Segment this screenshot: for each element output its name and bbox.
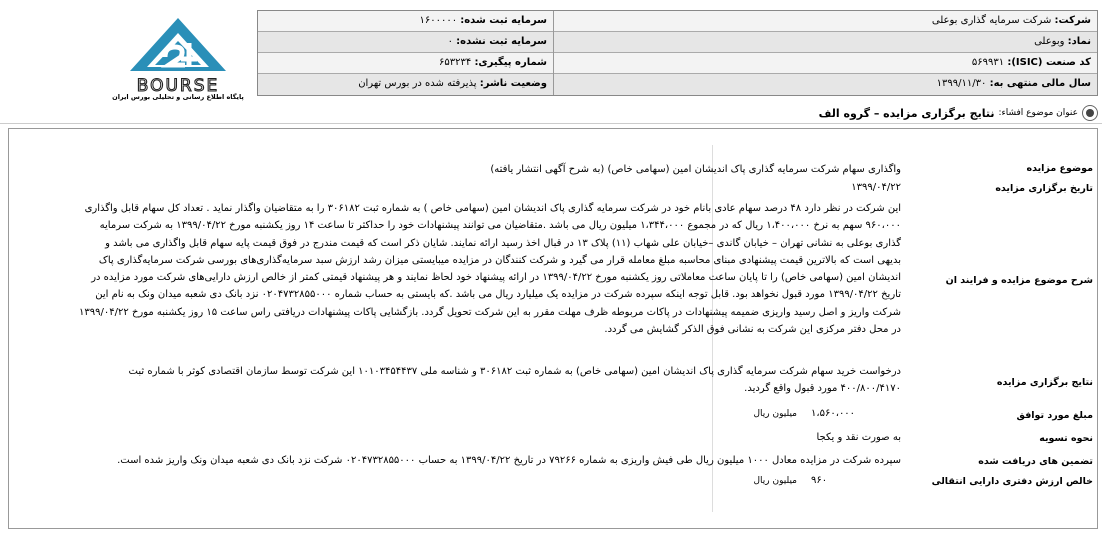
company-cell — [553, 11, 1097, 32]
reg-capital-label: سرمایه ثبت شده: — [460, 15, 547, 26]
logo-caption: پایگاه اطلاع رسانی و تحلیلی بورس ایران — [112, 93, 244, 101]
radio-icon — [1082, 105, 1098, 121]
header-row-1 — [258, 11, 1097, 32]
settle-label: نحوه تسویه — [1039, 433, 1093, 444]
bourse-logo — [101, 13, 255, 103]
guarantee-value: سپرده شرکت در مزایده معادل ۱۰۰۰ میلیون ریال طی فیش واریزی به شماره ۷۹۲۶۶ در تاریخ ۱۳۹۹/۰۴/۲۲ به حساب ۰۲۰۴۷۳۲۸۵۵۰۰۰ شرکت نزد بانک دی شعبه میدان ونک واریز شده است. — [117, 455, 901, 466]
fiscal-cell — [553, 74, 1097, 95]
tracking-value: ۶۵۳۲۳۴ — [439, 57, 472, 68]
tracking-cell — [257, 53, 553, 74]
tracking-label: شماره پیگیری: — [474, 57, 547, 68]
unreg-capital-cell — [257, 32, 553, 53]
nav-label: خالص ارزش دفتری دارایی انتقالی — [931, 476, 1093, 487]
bourse-logo-mark — [101, 13, 255, 103]
fiscal-label: سال مالی منتهی به: — [989, 78, 1091, 89]
reg-capital-cell — [257, 11, 553, 32]
result-value: درخواست خرید سهام شرکت سرمایه گذاری پاک اندیشان امین (سهامی خاص) به شماره ثبت ۳۰۶۱۸۲ و شناسه ملی ۱۰۱۰۳۴۵۴۴۳۷ این شرکت توسط سازمان اقتصادی کوثر با شماره ثبت ۴۰۰/۸۰۰/۴۱۷۰ مورد قبول واقع گردید. — [128, 366, 901, 394]
isic-value: ۵۶۹۹۳۱ — [971, 57, 1005, 68]
amount-value: ۱،۵۶۰،۰۰۰میلیون ریال — [753, 408, 856, 419]
status-cell — [257, 74, 553, 95]
subject-label: عنوان موضوع افشاء: — [998, 108, 1078, 118]
isic-label: کد صنعت (ISIC): — [1007, 57, 1091, 68]
topic-value: واگذاری سهام شرکت سرمایه گذاری پاک اندیشان امین (سهامی خاص) (به شرح آگهی انتشار یافته) — [490, 164, 901, 175]
symbol-cell — [553, 32, 1097, 53]
company-label: شرکت: — [1054, 15, 1091, 26]
amount-label: مبلغ مورد توافق — [1016, 410, 1093, 421]
status-label: وضعیت ناشر: — [479, 78, 547, 89]
divider — [0, 123, 1102, 124]
settle-value: به صورت نقد و یکجا — [816, 432, 901, 443]
content-box — [8, 128, 1098, 529]
subject-line — [819, 102, 1098, 124]
header-table — [257, 10, 1098, 96]
fiscal-value: ۱۳۹۹/۱۱/۳۰ — [936, 78, 987, 89]
result-label: نتایج برگزاری مزایده — [996, 377, 1093, 388]
symbol-label: نماد: — [1067, 36, 1091, 47]
subject-title: نتایج برگزاری مزایده – گروه الف — [818, 106, 995, 120]
nav-value: ۹۶۰میلیون ریال — [753, 475, 828, 486]
header-row-2 — [258, 32, 1097, 53]
desc-label: شرح موضوع مزایده و فرایند ان — [945, 275, 1093, 286]
date-value: ۱۳۹۹/۰۴/۲۲ — [851, 182, 901, 193]
company-value: شرکت سرمایه گذاری بوعلی — [931, 15, 1052, 26]
topic-label: موضوع مزایده — [1026, 163, 1093, 174]
symbol-value: وبوعلی — [1034, 36, 1065, 47]
reg-capital-value: ۱۶۰۰۰۰۰ — [419, 15, 458, 26]
date-label: تاریخ برگزاری مزایده — [995, 183, 1093, 194]
status-value: پذیرفته شده در بورس تهران — [358, 78, 477, 89]
guarantee-label: تضمین های دریافت شده — [978, 456, 1093, 467]
logo-word: BOURSE — [136, 76, 220, 96]
isic-cell — [553, 53, 1097, 74]
unreg-capital-value: ۰ — [447, 36, 453, 47]
header-row-4 — [258, 74, 1097, 95]
desc-value: این شرکت در نظر دارد ۴۸ درصد سهام عادی بانام خود در شرکت سرمایه گذاری پاک اندیشان امین (سهامی خاص ) به شماره ثبت ۳۰۶۱۸۲ را به متقاضیان واگذار نماید . تعداد کل سهام قابل واگذاری ۹۶۰،۰۰۰ سهم به نرخ ۱،۴۰۰،۰۰۰ ریال که در مجموع ۱،۳۴۴،۰۰۰ میلیون ریال می باشد .متقاضیان می توانند پیشنهادات خود را حداکثر تا ساعت ۱۴ روز یکشنبه مورخ ۱۳۹۹/۰۴/۲۲ به شرکت سرمایه گذاری بوعلی به نشانی تهران – خیابان گاندی –خیابان علی شهاب (۱۱) پلاک ۱۳ در قبال اخذ رسید ارائه نمایند. شایان ذکر است که قیمت مندرج در فوق قیمت پایه سهام قابل واگذاری می باشد و بدیهی است که بالاترین قیمت پیشنهادی مبنای محاسبه مبلغ معامله قرار می گیرد و شرکت کنندگان در مزایده میبایستی میزان رشد ارزش سبد سرمایه‌گذاری‌های بورسی شرکت سرمایه‌گذاری پاک اندیشان امین (سهامی خاص) را تا پایان ساعت معاملاتی روز یکشنبه مورخ ۱۳۹۹/۰۴/۲۲ در ارائه پیشنهاد خود لحاظ نمایند و هر پیشنهاد قیمتی کمتر از خالص ارزش دارایی‌های شرکت مورد مزایده در تاریخ ۱۳۹۹/۰۴/۲۲ مورد قبول نخواهد بود. قابل توجه اینکه سپرده شرکت در مزایده یک میلیارد ریال می باشد .که بایستی به حساب شماره ۰۲۰۴۷۳۲۸۵۵۰۰۰ نزد بانک دی شعبه میدان ونک به نام این شرکت واریز و اصل رسید واریزی ضمیمه پیشنهادات در پاکات مربوطه ظرف مهلت مقرر به این شرکت تحویل گردد. بازگشایی پاکات پیشنهادات دریافتی راس ساعت ۱۵ روز یکشنبه مورخ ۱۳۹۹/۰۴/۲۲ در محل دفتر مرکزی این شرکت به نشانی فوق الذکر گشایش می گردد. — [79, 203, 901, 336]
header-row-3 — [258, 53, 1097, 74]
unreg-capital-label: سرمایه ثبت نشده: — [456, 36, 547, 47]
